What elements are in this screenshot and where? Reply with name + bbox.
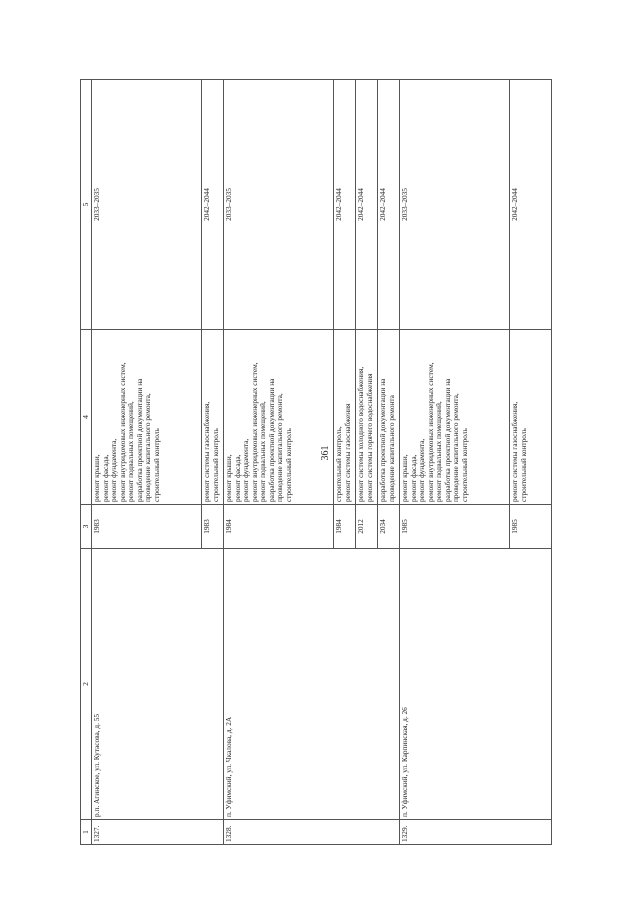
works-cell: [92, 330, 202, 505]
year-cell: 1983: [92, 505, 202, 549]
work-item: проведение капитального ремонта,: [275, 393, 285, 502]
year-cell: 1984: [334, 505, 356, 549]
work-item: ремонт системы холодного водоснабжения,: [356, 366, 365, 502]
works-cell: [224, 330, 334, 505]
year-cell: 2034: [378, 505, 400, 549]
page-number: 361: [320, 445, 331, 461]
table-row: [92, 80, 202, 845]
table-row: [224, 80, 334, 845]
work-item: строительный контроль,: [334, 426, 343, 502]
work-item: разработка проектной документации на: [266, 378, 276, 502]
work-item: ремонт фундамента,: [109, 438, 119, 502]
row-number: 1328.: [224, 820, 400, 845]
work-item: ремонт внутридомовых инженерных систем,: [249, 362, 259, 502]
works-cell: [510, 330, 552, 505]
column-number-row: [81, 80, 92, 845]
work-item: разработка проектной документации на: [134, 378, 144, 502]
work-item: ремонт подвальных помещений,: [258, 401, 268, 502]
work-item: строительный контроль: [210, 428, 220, 502]
period-cell: 2042–2044: [378, 80, 400, 330]
rotated-table-container: [80, 80, 528, 845]
works-cell: [400, 330, 510, 505]
works-cell: [202, 330, 224, 505]
year-cell: 1983: [202, 505, 224, 549]
work-item: ремонт подвальных помещений,: [126, 401, 136, 502]
work-item: ремонт фасада,: [100, 454, 110, 502]
column-header: 2: [81, 549, 92, 820]
year-cell: 1985: [510, 505, 552, 549]
year-cell: 1985: [400, 505, 510, 549]
work-item: разработка проектной документации на: [442, 378, 452, 502]
period-cell: 2033–2035: [224, 80, 334, 330]
period-cell: 2033–2035: [92, 80, 202, 330]
work-item: строительный контроль: [459, 428, 469, 502]
row-number: 1327.: [92, 820, 224, 845]
work-item: ремонт внутридомовых инженерных систем,: [425, 362, 435, 502]
work-item: проведение капитального ремонта: [386, 395, 396, 502]
column-header: 1: [81, 820, 92, 845]
period-cell: 2042–2044: [510, 80, 552, 330]
work-item: строительный контроль: [518, 428, 528, 502]
table-row: [400, 80, 510, 845]
work-item: ремонт системы газоснабжения,: [510, 401, 519, 502]
period-cell: 2033–2035: [400, 80, 510, 330]
work-item: ремонт крыши,: [224, 454, 233, 502]
row-number: 1329.: [400, 820, 552, 845]
work-item: строительный контроль: [151, 428, 161, 502]
year-cell: 2012: [356, 505, 378, 549]
period-cell: 2042–2044: [356, 80, 378, 330]
period-cell: 2042–2044: [202, 80, 224, 330]
work-item: ремонт внутридомовых инженерных систем,: [117, 362, 127, 502]
column-header: 5: [81, 80, 92, 330]
work-item: ремонт крыши,: [92, 454, 101, 502]
work-item: проведение капитального ремонта,: [143, 393, 153, 502]
column-header: 4: [81, 330, 92, 505]
year-cell: 1984: [224, 505, 334, 549]
work-item: ремонт крыши,: [400, 454, 409, 502]
work-item: строительный контроль: [283, 428, 293, 502]
work-item: проведение капитального ремонта,: [451, 393, 461, 502]
work-item: ремонт фасада,: [408, 454, 418, 502]
work-item: ремонт фундамента,: [241, 438, 251, 502]
work-item: ремонт подвальных помещений,: [434, 401, 444, 502]
address-cell: п. Уфимский, ул. Чкалова, д. 2А: [224, 549, 400, 820]
work-item: ремонт фундамента,: [417, 438, 427, 502]
work-item: ремонт системы горячего водоснабжения: [364, 373, 374, 502]
repair-schedule-table: [80, 79, 552, 845]
works-cell: [356, 330, 378, 505]
work-item: разработка проектной документации на: [378, 378, 387, 502]
works-cell: [334, 330, 356, 505]
work-item: ремонт фасада,: [232, 454, 242, 502]
period-cell: 2042–2044: [334, 80, 356, 330]
works-cell: [378, 330, 400, 505]
address-cell: п. Уфимский, ул. Карпинская, д. 26: [400, 549, 552, 820]
address-cell: р.п. Агинское, ул. Кутасова, д. 55: [92, 549, 224, 820]
work-item: ремонт системы газоснабжения,: [202, 401, 211, 502]
column-header: 3: [81, 505, 92, 549]
work-item: ремонт системы газоснабжения: [342, 403, 352, 502]
